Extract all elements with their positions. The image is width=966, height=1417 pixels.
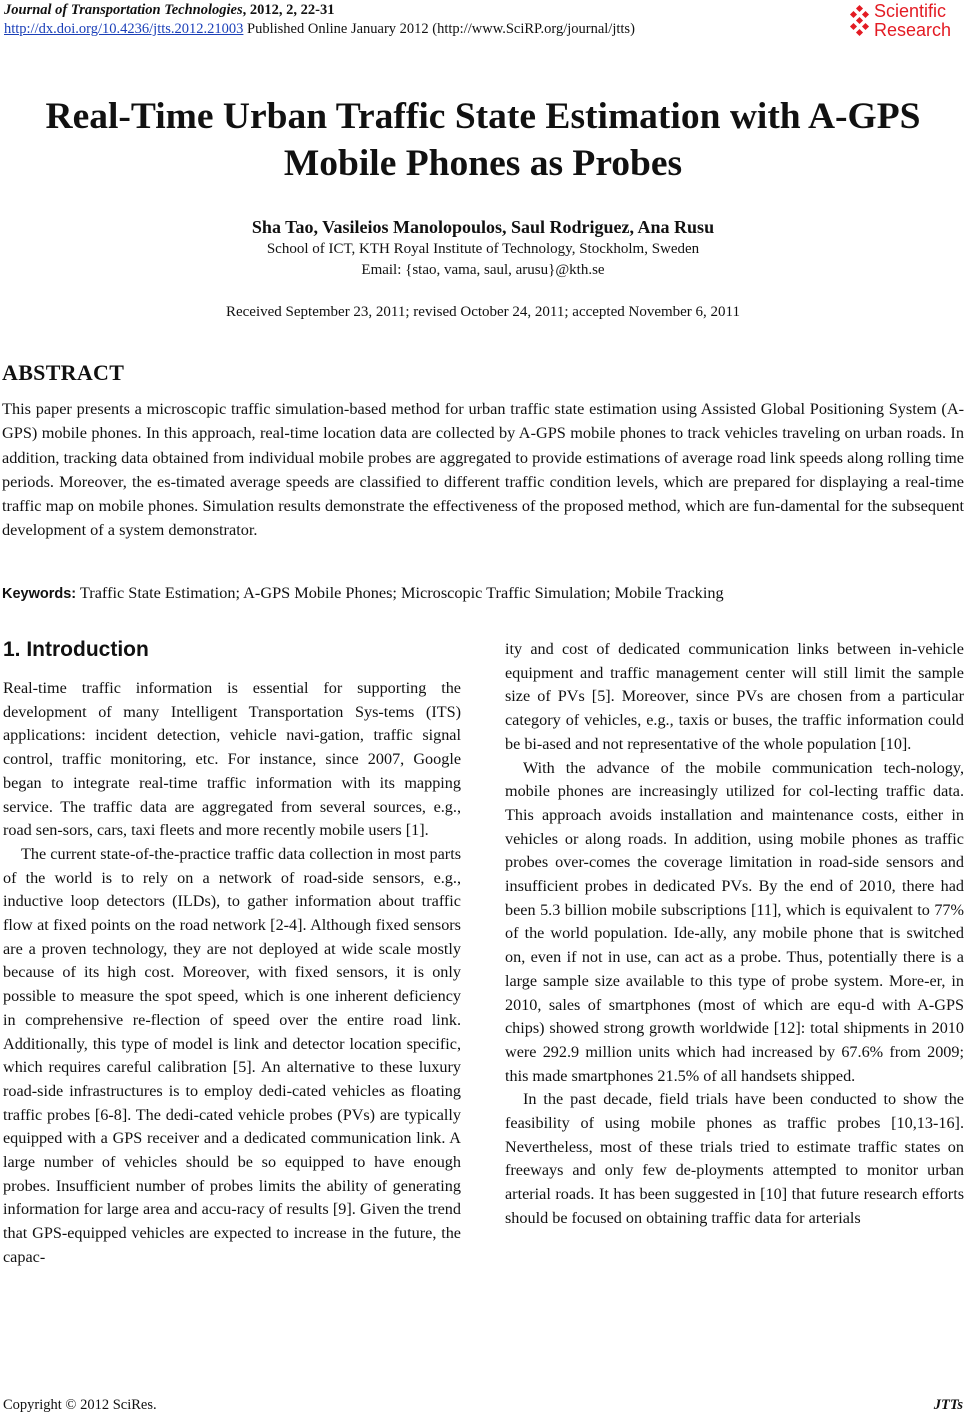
keywords-label: Keywords: bbox=[2, 586, 77, 602]
keywords bbox=[2, 582, 964, 605]
paper-title bbox=[0, 93, 966, 187]
abstract-text: This paper presents a microscopic traffic simulation-based method for urban traffic state estimation using Assisted Global Positioning System (A-GPS) mobile phones. In this approach, real-time location data are collected by A-GPS mobile phones to track vehicles traveling on urban roads. In addition, tracking data obtained from individual mobile probes are aggregated to provide estimations of average road link speeds along rolling time periods. Moreover, the es-timated average speeds are classified to different traffic condition levels, which are prepared for displaying a real-time traffic map on mobile phones. Simulation results demonstrate the effectiveness of the proposed method, which are fun-damental for the subsequent development of a system demonstrator. bbox=[2, 399, 964, 540]
paragraph: In the past decade, field trials have been conducted to show the feasibility of using mobile phones as traffic probes [10,13-16]. Nevertheless, most of these trials tried to estimate traffic states on freeways and only few de-ployments attempted to monitor urban arterial roads. It has been suggested in [10] that future research efforts should be focused on obtaining traffic data for arterials bbox=[505, 1090, 964, 1227]
published-online-text: Published Online January 2012 (http://www.SciRP.org/journal/jtts) bbox=[243, 21, 635, 37]
paper-authors: Sha Tao, Vasileios Manolopoulos, Saul Rodriguez, Ana Rusu bbox=[251, 217, 715, 237]
publication-line bbox=[4, 20, 635, 39]
left-column bbox=[3, 677, 461, 1270]
abstract-heading: ABSTRACT bbox=[2, 360, 125, 385]
paragraph: Real-time traffic information is essential for supporting the development of many Intelligent Transportation Sys-tems (ITS) applications: incident detection, vehicle navi-gation, traffic signal control, traffic monitoring, etc. For instance, since 2007, Google began to integrate real-time traffic information with its mapping service. The traffic data are aggregated from several sources, e.g., road sen-sors, cars, taxi fleets and more recently mobile users [1]. bbox=[3, 679, 461, 840]
footer-journal-abbrev: JTTs bbox=[933, 1397, 963, 1413]
paragraph: With the advance of the mobile communication tech-nology, mobile phones are increasingly utilized for col-lecting traffic data. This approach avoids installation and maintenance costs, either in vehicles or along roads. In addition, using mobile phones as traffic probes over-comes the coverage limitation in road-side sensors and insufficient probes in dedicated PVs. By the end of 2010, there had been 5.3 billion mobile subscriptions [11], which is equivalent to 77% of the world population. Ide-ally, any mobile phone that is switched on, even if not in use, can act as a probe. Thus, potentially there is a large sample size available to this type of probe system. More-er, in 2010, sales of smartphones (most of which are equ-d with A-GPS chips) showed strong growth worldwide [12]: total shipments in 2010 were 292.9 million units which had increased by 67.6% from 2009; this made smartphones 21.5% of all handsets shipped. bbox=[505, 758, 964, 1085]
journal-citation bbox=[4, 1, 334, 20]
paper-title-line2: Mobile Phones as Probes bbox=[283, 143, 683, 184]
author-affiliation: School of ICT, KTH Royal Institute of Technology, Stockholm, Sweden bbox=[266, 241, 700, 257]
publisher-name bbox=[874, 2, 951, 40]
right-column bbox=[505, 638, 964, 1231]
section-heading-introduction: 1. Introduction bbox=[3, 638, 149, 661]
paragraph: The current state-of-the-practice traffic data collection in most parts of the world is to rely on a network of road-side sensors, e.g., inductive loop detectors (ILDs), to gather information about traffic flow at fixed points on the road network [2-4]. Although fixed sensors are a proven technology, they are not deployed at wide scale mostly because of its high cost. Moreover, with fixed sensors, it is only possible to measure the spot speed, which is one inherent deficiency in comprehensive re-flection of speed over the entire road link. Additionally, this type of model is link and detector location specific, which requires careful calibration [5]. An alternative to these luxury road-side infrastructures is to employ dedi-cated vehicles as floating traffic probes [6-8]. The dedi-cated vehicle probes (PVs) are typically equipped with a GPS receiver and a dedicated communication link. A large number of vehicles should be so equipped to have enough probes. Insufficient number of probes limits the ability of generating information for large area and accu-racy of results [9]. Given the trend that GPS-equipped vehicles are expected to increase in the future, the capac- bbox=[3, 844, 461, 1266]
doi-link[interactable]: http://dx.doi.org/10.4236/jtts.2012.21003 bbox=[4, 21, 244, 37]
journal-volume: , 2012, 2, 22-31 bbox=[242, 2, 335, 18]
publisher-name-line2: Research bbox=[874, 20, 952, 40]
paper-title-line1: Real-Time Urban Traffic State Estimation with A-GPS bbox=[45, 96, 921, 137]
journal-name: Journal of Transportation Technologies bbox=[4, 2, 243, 18]
publisher-name-line1: Scientific bbox=[874, 1, 947, 21]
diamond-grid-icon bbox=[848, 4, 872, 40]
keywords-list: Traffic State Estimation; A-GPS Mobile Phones; Microscopic Traffic Simulation; Mobile Tracking bbox=[76, 583, 724, 602]
paragraph: ity and cost of dedicated communication links between in-vehicle equipment and traffic management center will still limit the sample size of PVs [5]. Moreover, since PVs are chosen from a particular category of vehicles, e.g., taxis or buses, the traffic information could be bi-ased and not representative of the whole population [10]. bbox=[505, 640, 964, 753]
publisher-logo bbox=[848, 2, 966, 42]
received-dates: Received September 23, 2011; revised October 24, 2011; accepted November 6, 2011 bbox=[225, 304, 740, 320]
footer-copyright: Copyright © 2012 SciRes. bbox=[3, 1397, 157, 1413]
author-email: Email: {stao, vama, saul, arusu}@kth.se bbox=[361, 262, 605, 278]
